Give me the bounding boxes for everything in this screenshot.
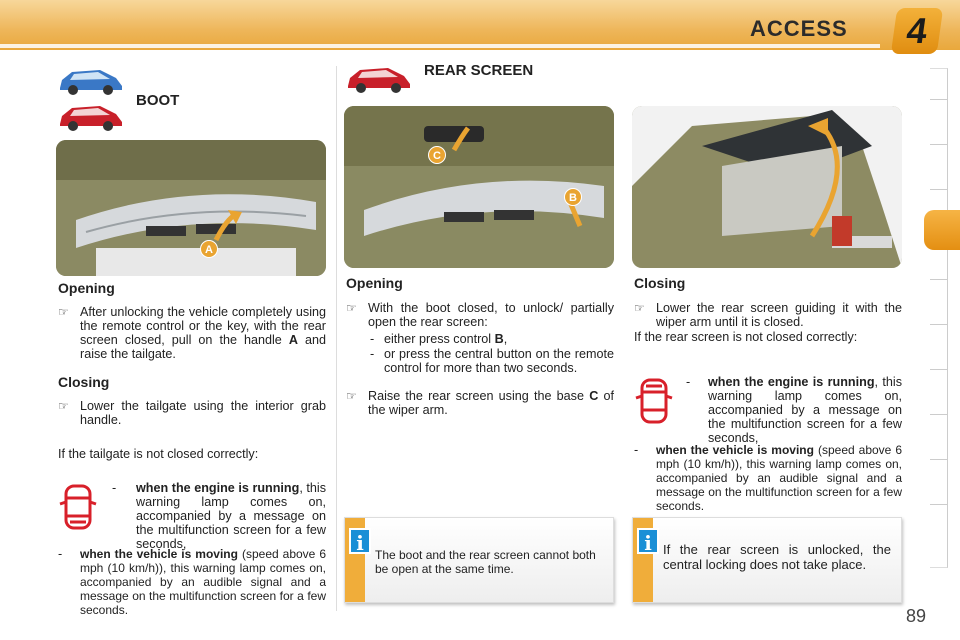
rear-raise-text: Raise the rear screen using the base C of the wiper arm. <box>368 389 615 417</box>
rear-screen-controls-image <box>344 106 614 268</box>
car-red-icon <box>56 102 126 132</box>
page-title: ACCESS <box>750 16 848 41</box>
rear-vehicle-moving-text: when the vehicle is moving (speed above 6 mph (10 km/h)), this warning lamp comes on, accompanied by an audible signal and a message on the multifunction screen for a few seconds. <box>656 443 902 513</box>
boot-closing-text: Lower the tailgate using the interior grab handle. <box>80 399 326 427</box>
info-text-2: If the rear screen is unlocked, the central locking does not take place. <box>663 542 891 572</box>
rear-closing-heading: Closing <box>634 275 686 291</box>
bullet-icon: ☞ <box>346 389 357 403</box>
boot-opening-heading: Opening <box>58 280 115 296</box>
rear-screen-open-image <box>632 106 902 268</box>
rear-engine-running-text: when the engine is running, this warning lamp comes on, accompanied by a message on the multifunction screen for a few seconds, <box>708 375 902 445</box>
chapter-tabs <box>930 68 948 568</box>
boot-title: BOOT <box>136 92 180 109</box>
boot-opening-text: After unlocking the vehicle completely using the remote control or the key, with the rear screen closed, pull on the handle A and raise the tailgate. <box>80 305 327 361</box>
image-label-b: B <box>564 188 582 206</box>
dash-glyph: - <box>112 481 117 495</box>
column-divider <box>336 66 337 611</box>
chapter-tab-access[interactable] <box>924 210 960 250</box>
rear-closing-text: Lower the rear screen guiding it with the wiper arm until it is closed. <box>656 301 902 329</box>
bullet-icon: ☞ <box>58 305 69 319</box>
page-number: 89 <box>906 606 927 626</box>
image-label-a: A <box>200 240 218 258</box>
dash-glyph: - <box>634 443 639 457</box>
boot-closing-heading: Closing <box>58 374 110 390</box>
dash-glyph: - <box>370 347 375 361</box>
boot-not-closed-text: If the tailgate is not closed correctly: <box>58 447 259 461</box>
bullet-icon: ☞ <box>634 301 645 315</box>
boot-handle-image <box>56 140 326 276</box>
rear-screen-title: REAR SCREEN <box>424 62 534 79</box>
dash-glyph: - <box>686 375 691 389</box>
rear-opening-intro: With the boot closed, to unlock/ partially open the rear screen: <box>368 301 614 329</box>
info-text-1: The boot and the rear screen cannot both be open at the same time. <box>375 548 596 576</box>
rear-open-warning-icon <box>634 376 674 426</box>
info-box-central-locking <box>632 517 902 603</box>
rear-opening-option-1: either press control B, <box>384 332 508 346</box>
info-icon: i <box>637 528 659 554</box>
info-box-boot-screen <box>344 517 614 603</box>
rear-opening-heading: Opening <box>346 275 403 291</box>
dash-glyph: - <box>58 547 63 561</box>
car-blue-icon <box>56 66 126 96</box>
boot-open-warning-icon <box>58 482 98 532</box>
bullet-icon: ☞ <box>58 399 69 413</box>
chapter-badge: 4 <box>891 8 943 54</box>
rear-not-closed-text: If the rear screen is not closed correctly: <box>634 330 858 344</box>
dash-glyph: - <box>370 332 375 346</box>
image-label-c: C <box>428 146 446 164</box>
boot-engine-running-text: when the engine is running, this warning lamp comes on, accompanied by a message on the multifunction screen for a few seconds, <box>136 481 326 551</box>
header-stripe <box>0 44 880 48</box>
rear-opening-option-2: or press the central button on the remote control for more than two seconds. <box>384 347 614 375</box>
bullet-icon: ☞ <box>346 301 357 315</box>
info-icon: i <box>349 528 371 554</box>
boot-vehicle-moving-text: when the vehicle is moving (speed above 6 mph (10 km/h)), this warning lamp comes on, accompanied by an audible signal and a message on the multifunction screen for a few seconds. <box>80 547 326 617</box>
car-red-icon <box>344 64 414 94</box>
